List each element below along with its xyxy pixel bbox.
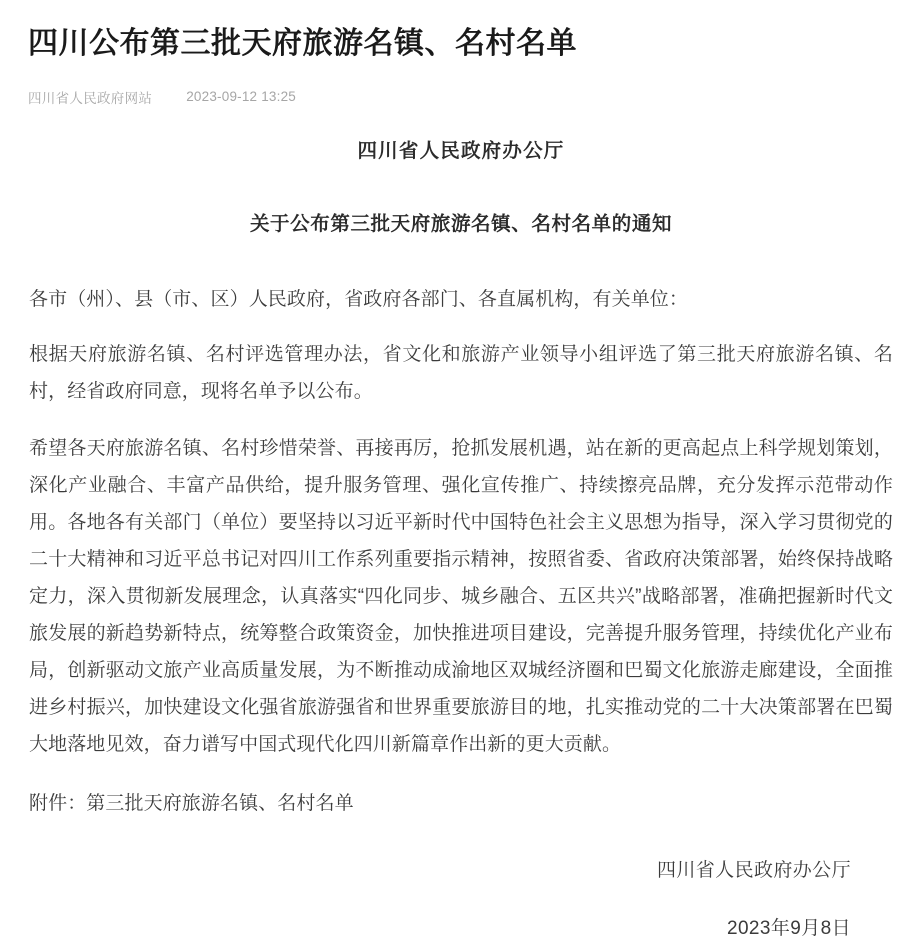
document-issuing-office-heading: 四川省人民政府办公厅	[29, 133, 893, 166]
signature-block	[29, 854, 893, 946]
document-salutation: 各市（州）、县（市、区）人民政府，省政府各部门、各直属机构，有关单位：	[29, 281, 893, 318]
article-source: 四川省人民政府网站	[28, 87, 152, 107]
article-timestamp: 2023-09-12 13:25	[186, 89, 296, 104]
document-attachment-line: 附件：第三批天府旅游名镇、名村名单	[29, 785, 893, 822]
signature-date: 2023年9月8日	[29, 912, 851, 946]
page-title: 四川公布第三批天府旅游名镇、名村名单	[28, 20, 894, 65]
article-meta	[28, 87, 894, 107]
document-paragraph-body: 希望各天府旅游名镇、名村珍惜荣誉、再接再厉，抢抓发展机遇，站在新的更高起点上科学规划策划，深化产业融合、丰富产品供给，提升服务管理、强化宣传推广、持续擦亮品牌，充分发挥示范带动作用。各地各有关部门（单位）要坚持以习近平新时代中国特色社会主义思想为指导，深入学习贯彻党的二十大精神和习近平总书记对四川工作系列重要指示精神，按照省委、省政府决策部署，始终保持战略定力，深入贯彻新发展理念，认真落实“四化同步、城乡融合、五区共兴”战略部署，准确把握新时代文旅发展的新趋势新特点，统筹整合政策资金，加快推进项目建设，完善提升服务管理，持续优化产业布局，创新驱动文旅产业高质量发展，为不断推动成渝地区双城经济圈和巴蜀文化旅游走廊建设，全面推进乡村振兴，加快建设文化强省旅游强省和世界重要旅游目的地，扎实推动党的二十大决策部署在巴蜀大地落地见效，奋力谱写中国式现代化四川新篇章作出新的更大贡献。	[29, 430, 893, 763]
document-body	[0, 133, 922, 946]
article-header	[0, 0, 922, 107]
document-paragraph-basis: 根据天府旅游名镇、名村评选管理办法，省文化和旅游产业领导小组评选了第三批天府旅游名镇、名村，经省政府同意，现将名单予以公布。	[29, 336, 893, 410]
document-subject-heading: 关于公布第三批天府旅游名镇、名村名单的通知	[29, 166, 893, 239]
signature-organization: 四川省人民政府办公厅	[29, 854, 851, 888]
